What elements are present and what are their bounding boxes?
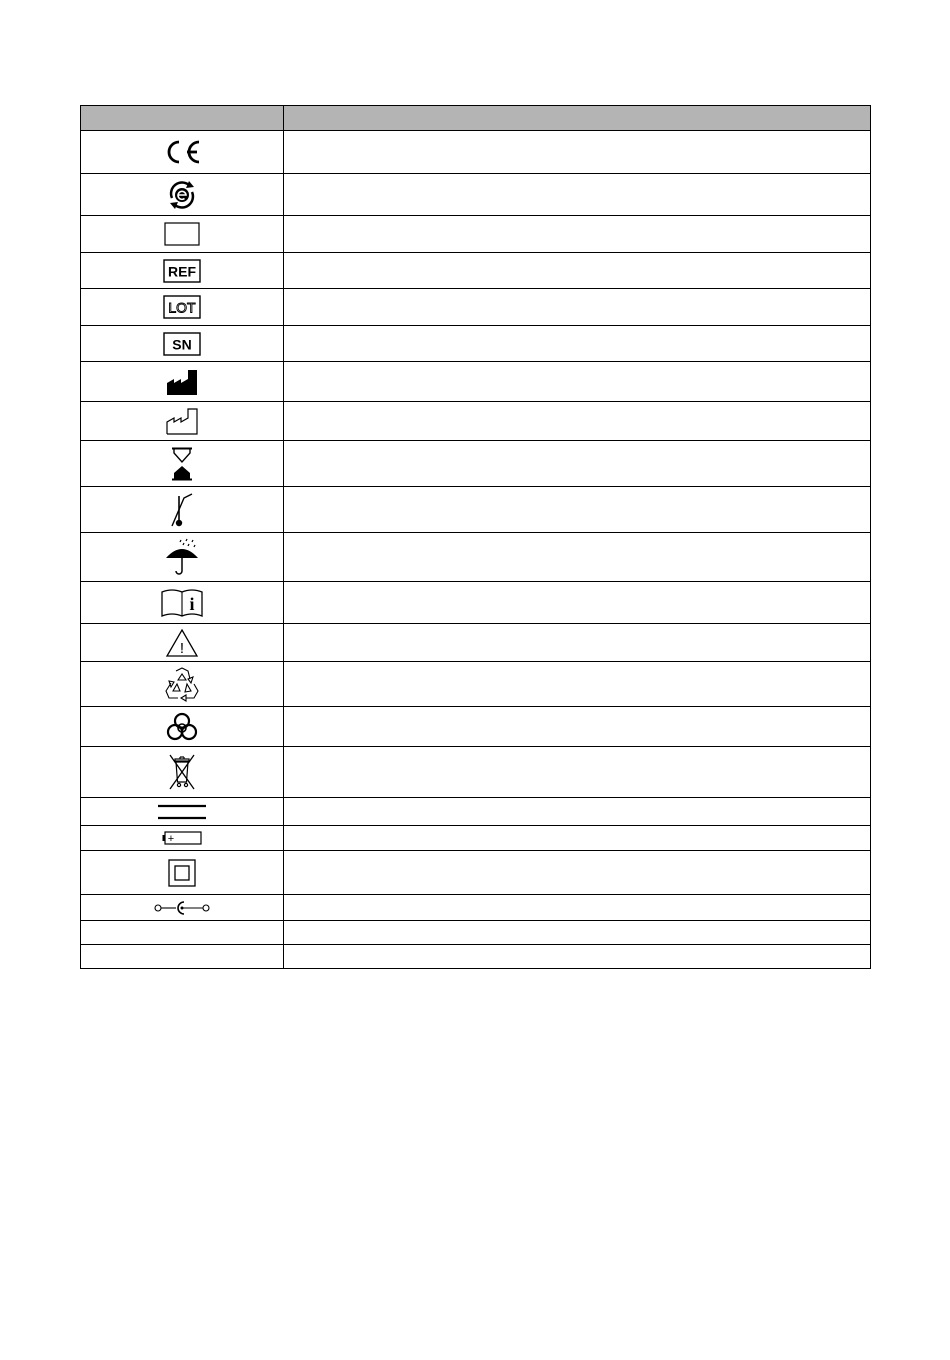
symbol-cell: [81, 945, 284, 969]
lot-batch-icon: [163, 295, 201, 319]
symbol-cell: [81, 662, 284, 707]
serial-number-icon: [163, 332, 201, 356]
table-header-row: [81, 106, 871, 131]
date-of-manufacture-icon: [166, 407, 198, 435]
symbol-cell: [81, 798, 284, 826]
symbol-cell: [81, 533, 284, 582]
table-row: [81, 624, 871, 662]
header-description: [284, 106, 871, 131]
table-row: [81, 362, 871, 402]
description-cell: [284, 921, 871, 945]
table-row: [81, 851, 871, 895]
symbol-cell: [81, 441, 284, 487]
symbol-cell: [81, 487, 284, 533]
class-ii-double-square-icon: [168, 859, 196, 887]
table-row: [81, 216, 871, 253]
description-cell: [284, 895, 871, 921]
description-cell: [284, 174, 871, 216]
description-cell: [284, 131, 871, 174]
table-row: [81, 253, 871, 289]
description-cell: [284, 441, 871, 487]
table-row: [81, 487, 871, 533]
description-cell: [284, 533, 871, 582]
description-cell: [284, 216, 871, 253]
keep-dry-umbrella-icon: [163, 538, 201, 576]
biohazard-icon: [165, 710, 199, 744]
symbol-cell: [81, 402, 284, 441]
description-cell: [284, 798, 871, 826]
table-row: [81, 895, 871, 921]
table-row: [81, 582, 871, 624]
empty-box-icon: [164, 222, 200, 246]
caution-glyph: !: [179, 639, 185, 657]
table-row: [81, 289, 871, 326]
table-row: [81, 533, 871, 582]
table-row: [81, 826, 871, 851]
ce-mark-icon: [163, 138, 201, 166]
recycle-icon: [163, 666, 201, 702]
description-cell: [284, 945, 871, 969]
symbol-cell: [81, 826, 284, 851]
symbol-cell: [81, 174, 284, 216]
description-cell: [284, 362, 871, 402]
description-cell: [284, 662, 871, 707]
table-row: [81, 921, 871, 945]
description-cell: [284, 851, 871, 895]
sn-label: SN: [172, 336, 192, 352]
table-row: [81, 131, 871, 174]
description-cell: [284, 582, 871, 624]
battery-plus-glyph: +: [167, 833, 175, 845]
symbol-cell: [81, 895, 284, 921]
ref-label: REF: [168, 263, 196, 279]
symbol-cell: [81, 131, 284, 174]
table-row: [81, 707, 871, 747]
info-glyph: i: [189, 593, 195, 614]
temperature-limit-icon: [170, 492, 194, 528]
hourglass-icon: [171, 447, 193, 481]
symbol-cell: [81, 362, 284, 402]
symbol-cell: [81, 921, 284, 945]
description-cell: [284, 487, 871, 533]
description-cell: [284, 624, 871, 662]
lot-label: LOT: [168, 299, 196, 316]
table-row: [81, 662, 871, 707]
table-row: [81, 441, 871, 487]
table-row: [81, 174, 871, 216]
symbol-cell: [81, 253, 284, 289]
symbol-cell: [81, 326, 284, 362]
symbol-cell: [81, 624, 284, 662]
table-row: [81, 402, 871, 441]
battery-icon: [162, 831, 202, 845]
table-row: [81, 945, 871, 969]
direct-current-icon: [157, 802, 207, 822]
symbol-cell: [81, 707, 284, 747]
description-cell: [284, 289, 871, 326]
ref-catalogue-icon: [163, 259, 201, 283]
symbol-cell: [81, 582, 284, 624]
symbol-cell: [81, 289, 284, 326]
symbols-table: [80, 105, 871, 969]
table-row: [81, 747, 871, 798]
header-symbol: [81, 106, 284, 131]
description-cell: [284, 326, 871, 362]
table-row: [81, 798, 871, 826]
eco-recycle-e-icon: [167, 180, 197, 210]
symbol-cell: [81, 216, 284, 253]
consult-instructions-icon: [161, 588, 203, 618]
description-cell: [284, 402, 871, 441]
weee-crossed-bin-icon: [167, 752, 197, 792]
manufacturer-icon: [166, 368, 198, 396]
caution-triangle-icon: [165, 628, 199, 658]
description-cell: [284, 826, 871, 851]
description-cell: [284, 707, 871, 747]
symbol-cell: [81, 747, 284, 798]
symbol-cell: [81, 851, 284, 895]
description-cell: [284, 253, 871, 289]
description-cell: [284, 747, 871, 798]
dc-polarity-icon: [154, 900, 210, 916]
table-row: [81, 326, 871, 362]
